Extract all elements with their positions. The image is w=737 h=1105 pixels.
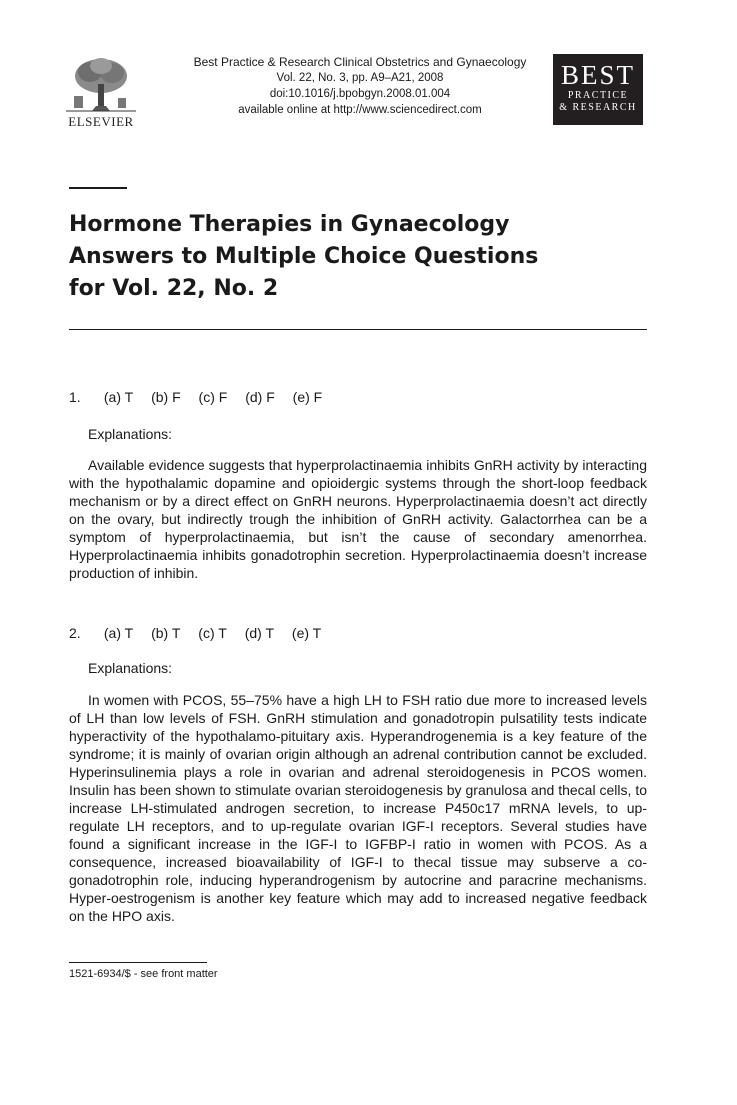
title-accent-rule: [69, 187, 127, 189]
best-practice-research-logo: [553, 54, 643, 125]
answer-b: (b) T: [151, 625, 181, 641]
answer-d: (d) F: [245, 389, 275, 405]
question-number: 1.: [69, 389, 81, 405]
title-line-2: Answers to Multiple Choice Questions: [69, 244, 539, 269]
title-line-1: Hormone Therapies in Gynaecology: [69, 212, 510, 237]
answer-d: (d) T: [244, 625, 275, 641]
brand-top: BEST: [560, 60, 635, 90]
answer-b: (b) F: [151, 389, 181, 405]
answer-e: (e) F: [292, 389, 323, 405]
doi: doi:10.1016/j.bpobgyn.2008.01.004: [269, 88, 451, 100]
title-divider: [69, 329, 647, 330]
explanations-label: Explanations:: [88, 426, 173, 442]
elsevier-tree-icon: [66, 56, 136, 112]
sciencedirect-link[interactable]: http://www.sciencedirect.com: [333, 104, 482, 116]
answer-e: (e) T: [291, 625, 322, 641]
journal-citation: [170, 54, 550, 118]
question-1-explanation: Available evidence suggests that hyperprolactinaemia inhibits GnRH activity by interacting with the hypothalamic dopamine and opioidergic systems through the short-loop feedback mechanism or by a direct effect on GnRH neurons. Hyperprolactinaemia doesn’t act directly on the ovary, but indirectly trough the inhibition of GnRH activity. Galactorrhea can be a symptom of hyperprolactinaemia, but isn’t the cause of secondary amenorrhea. Hyperprolactinaemia inhibits gonadotrophin secretion. Hyperprolactinaemia doesn’t increase production of inhibin.: [69, 457, 647, 581]
question-1-answers: [69, 388, 336, 406]
title-line-3: for Vol. 22, No. 2: [69, 276, 279, 301]
footnote-rule: [69, 962, 207, 963]
availability-line: [170, 102, 550, 118]
brand-bottom: & RESEARCH: [559, 102, 637, 113]
answer-a: (a) T: [103, 389, 134, 405]
elsevier-logo: [66, 56, 136, 130]
explanations-label: Explanations:: [88, 660, 173, 676]
volume-pages: Vol. 22, No. 3, pp. A9–A21, 2008: [276, 72, 444, 84]
answer-c: (c) F: [198, 389, 228, 405]
availability-prefix: available online at: [238, 104, 334, 116]
question-2-explanation: In women with PCOS, 55–75% have a high LH to FSH ratio due more to increased levels of LH than low levels of FSH. GnRH stimulation and gonadotropin pulsatility tests indicate hyperactivity of the hypothalamo-pituitary axis. Hyperandrogenemia is a key feature of the syndrome; it is mainly of ovarian origin although an adrenal contribution cannot be excluded. Hyperinsulinemia plays a role in ovarian and adrenal steroidogenesis in PCOS women. Insulin has been shown to stimulate ovarian steroidogenesis by granulosa and thecal cells, to increase LH-stimulated androgen secretion, to increase P450c17 mRNA levels, to up-regulate LH receptors, and to up-regulate ovarian IGF-I receptors. Several studies have found a significant increase in the IGF-I to IGFBP-I ratio in women with PCOS. As a consequence, increased bioavailability of IGF-I to thecal tissue may subserve a co-gonadotrophin role, inducing hyperandrogenism by autocrine and paracrine mechanisms. Hyper-oestrogenism is another key feature which may add to increased negative feedback on the HPO axis.: [69, 692, 647, 924]
answer-a: (a) T: [103, 625, 134, 641]
article-title: [69, 209, 629, 305]
answer-c: (c) T: [198, 625, 227, 641]
journal-name: Best Practice & Research Clinical Obstetrics and Gynaecology: [193, 55, 527, 69]
journal-header: [66, 50, 651, 130]
publisher-name: ELSEVIER: [68, 114, 134, 129]
question-number: 2.: [69, 625, 81, 641]
brand-mid: PRACTICE: [567, 90, 629, 101]
question-2-answers: [69, 624, 335, 642]
front-matter-footnote: 1521-6934/$ - see front matter: [69, 968, 218, 980]
